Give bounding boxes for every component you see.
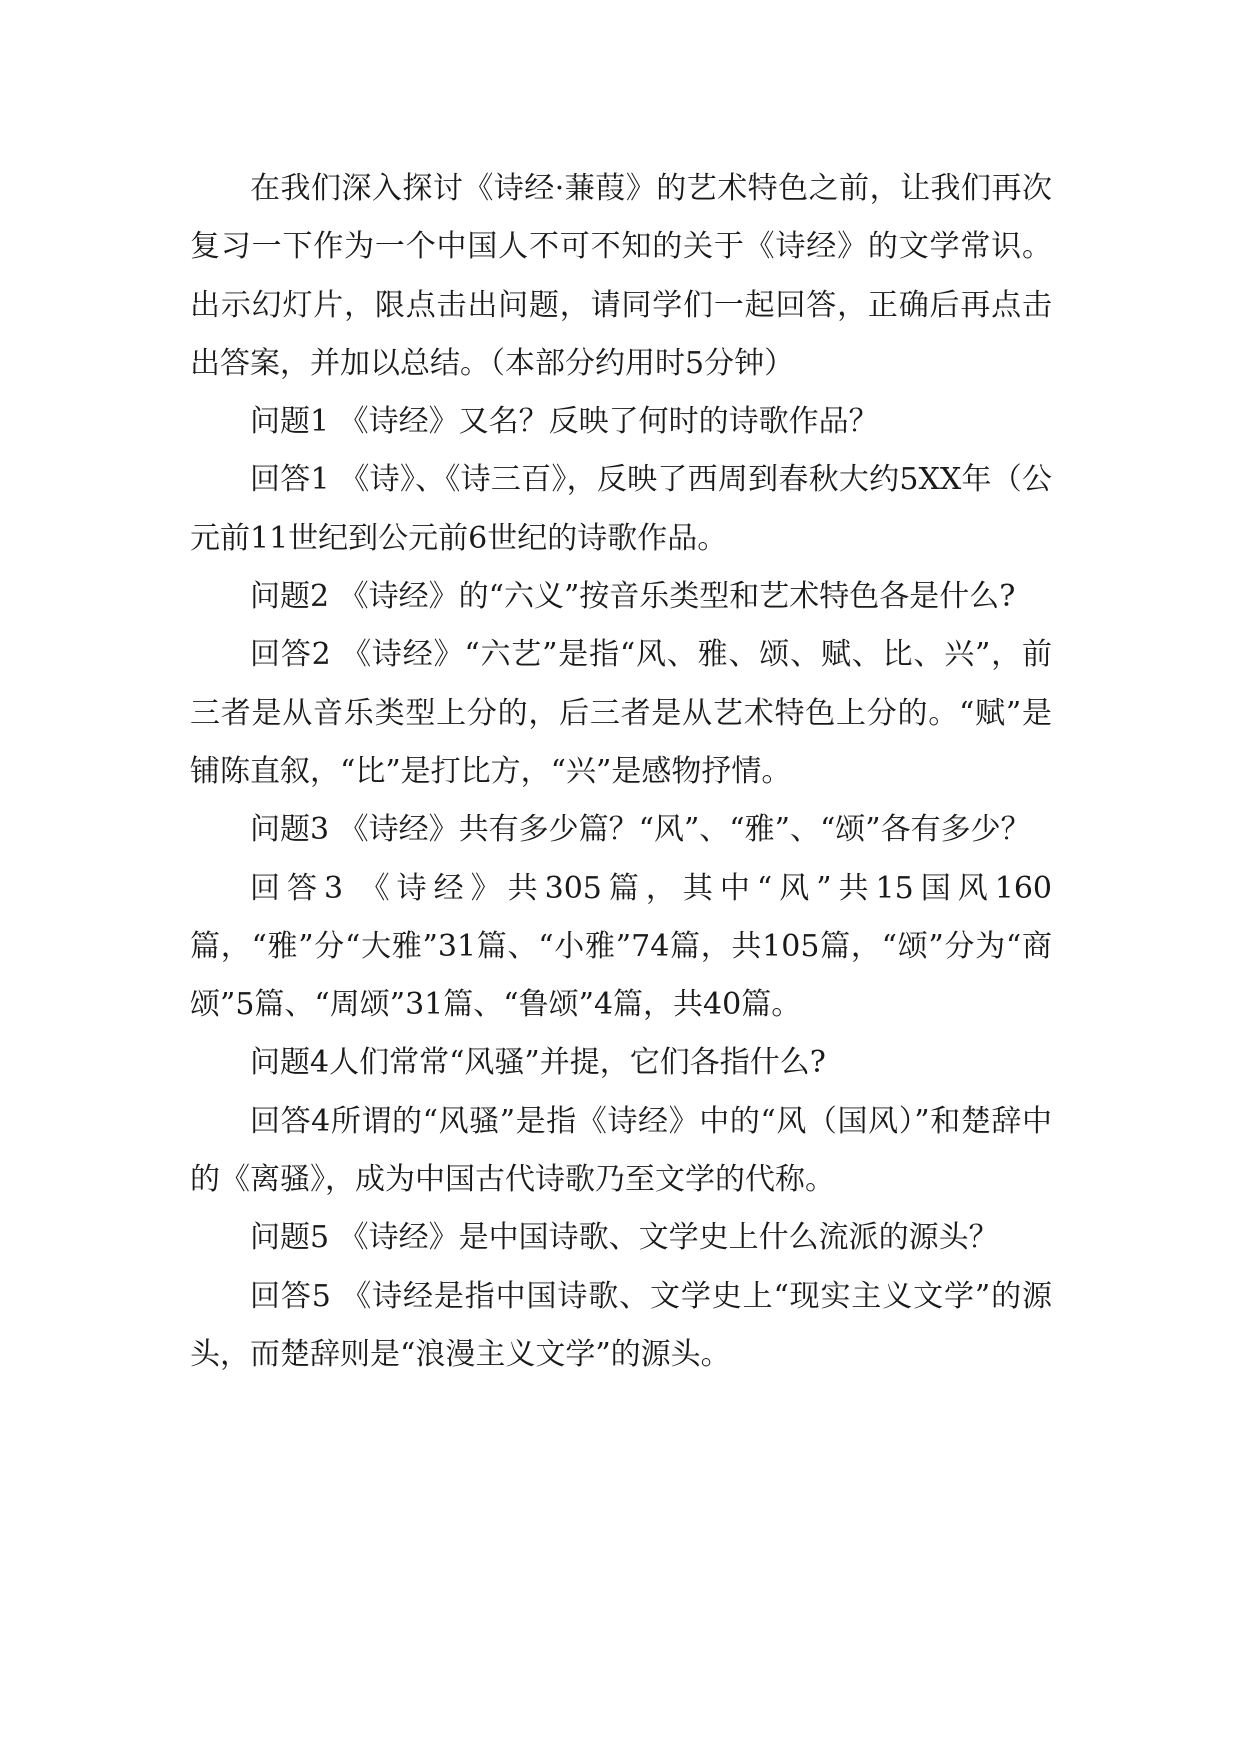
question-2: 问题2 《诗经》的“六义”按音乐类型和艺术特色各是什么? [250, 579, 1016, 615]
answer-2: 回答2 《诗经》“六艺”是指“风、雅、颂、赋、比、兴”，前三者是从音乐类型上分的，后三者是从艺术特色上分的。“赋”是铺陈直叙，“比”是打比方，“兴”是感物抒情。 [190, 637, 1052, 789]
answer-3: 回答3 《诗经》共305篇，其中“风”共15国风160篇，“雅”分“大雅”31篇、“小雅”74篇，共105篇，“颂”分为“商颂”5篇、“周颂”31篇、“鲁颂”4篇，共40篇。 [190, 870, 1052, 1023]
document-body [190, 160, 1052, 1384]
question-5: 问题5 《诗经》是中国诗歌、文学史上什么流派的源头？ [250, 1220, 999, 1256]
question-1: 问题1 《诗经》又名？反映了何时的诗歌作品？ [250, 404, 879, 440]
answer-1: 回答1 《诗》、《诗三百》，反映了西周到春秋大约5XX年（公元前11世纪到公元前6世纪的诗歌作品。 [190, 462, 1052, 556]
question-4: 问题4人们常常“风骚”并提，它们各指什么? [250, 1045, 826, 1081]
intro-paragraph: 在我们深入探讨《诗经·蒹葭》的艺术特色之前，让我们再次复习一下作为一个中国人不可不知的关于《诗经》的文学常识。出示幻灯片，限点击出问题，请同学们一起回答，正确后再点击出答案，并加以总结。（本部分约用时5分钟） [190, 171, 1052, 381]
answer-5: 回答5 《诗经是指中国诗歌、文学史上“现实主义文学”的源头，而楚辞则是“浪漫主义文学”的源头。 [190, 1278, 1052, 1372]
question-3: 问题3 《诗经》共有多少篇？“风”、“雅”、“颂”各有多少？ [250, 812, 1031, 848]
answer-4: 回答4所谓的“风骚”是指《诗经》中的“风（国风）”和楚辞中的《离骚》，成为中国古代诗歌乃至文学的代称。 [190, 1103, 1052, 1198]
